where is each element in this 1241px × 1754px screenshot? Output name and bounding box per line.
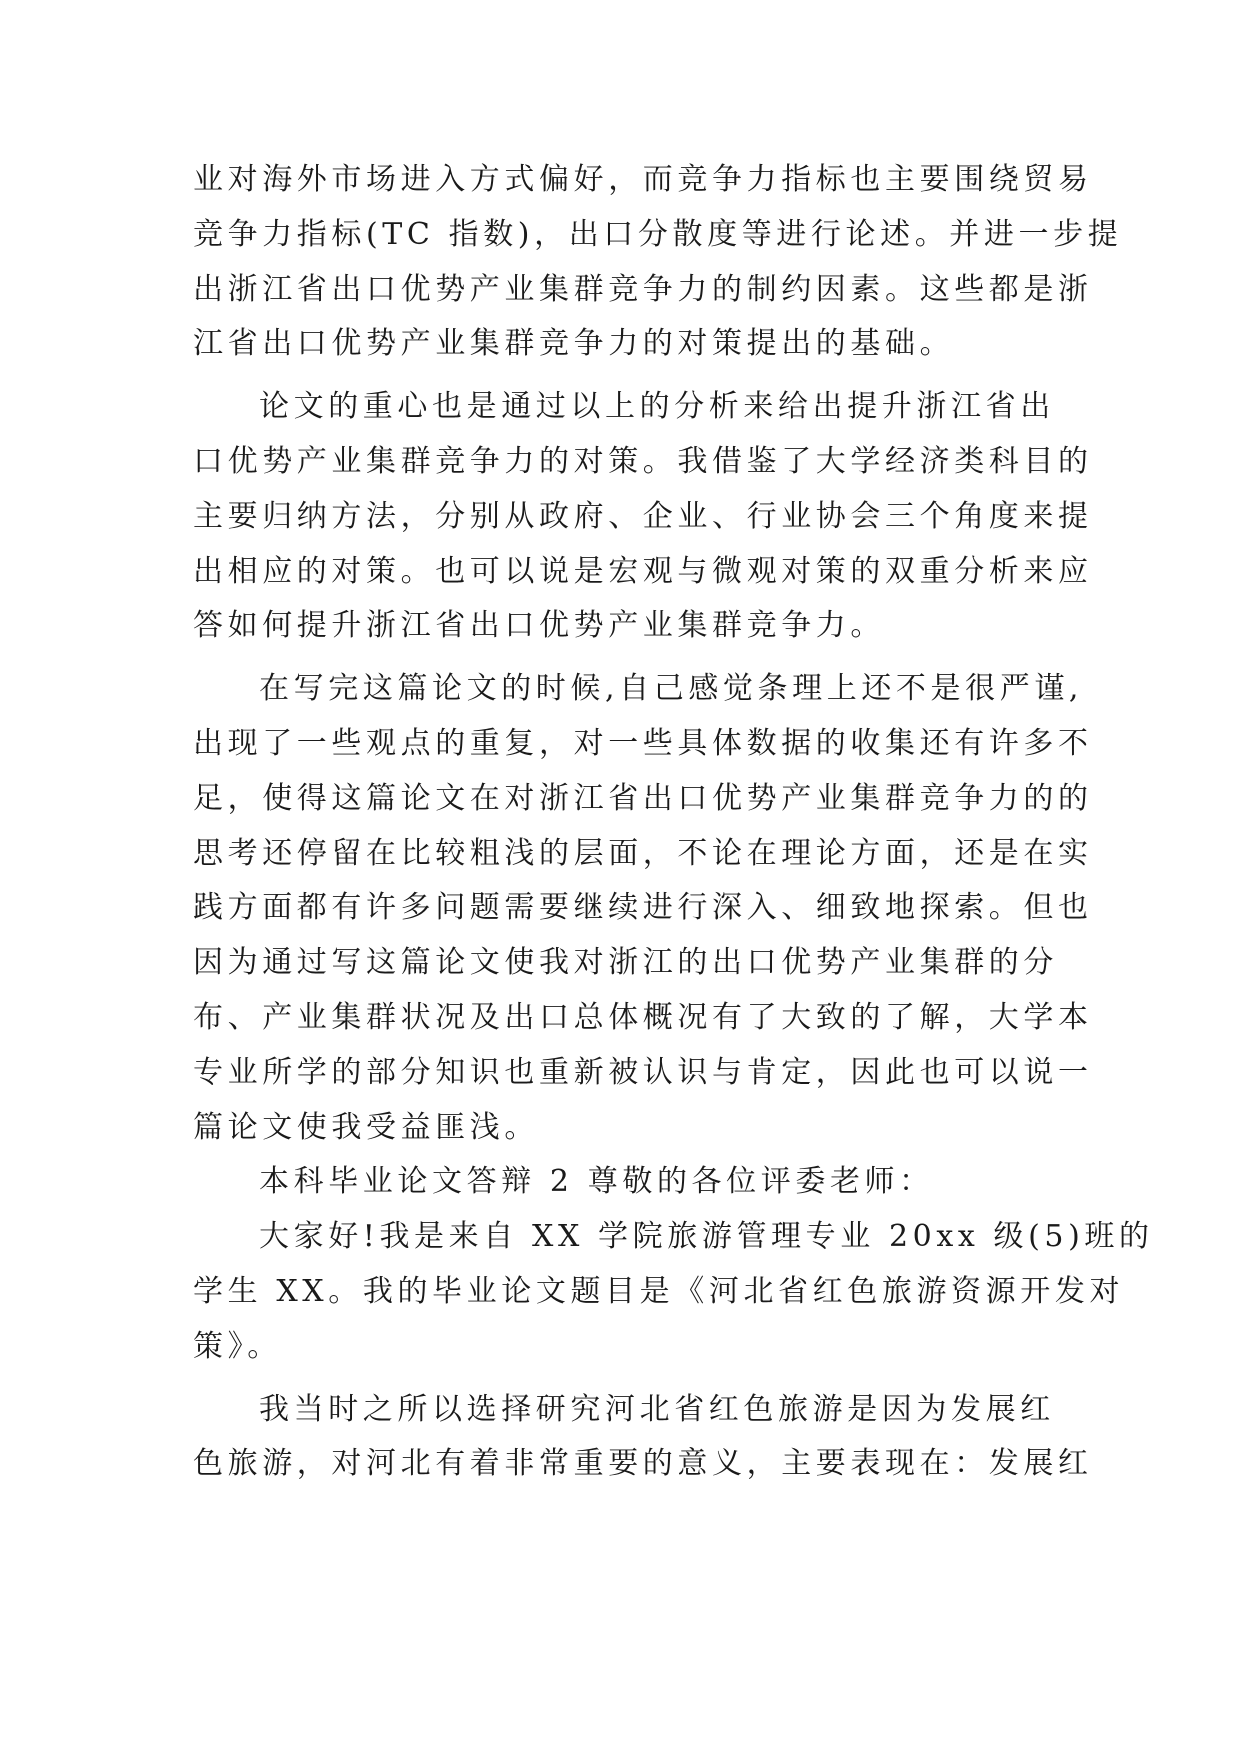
paragraph-line: 足，使得这篇论文在对浙江省出口优势产业集群竞争力的的 — [193, 780, 1093, 816]
paragraph-line: 在写完这篇论文的时候,自己感觉条理上还不是很严谨, — [259, 671, 1084, 707]
paragraph-line: 专业所学的部分知识也重新被认识与肯定，因此也可以说一 — [193, 1054, 1093, 1090]
paragraph-line: 出现了一些观点的重复，对一些具体数据的收集还有许多不 — [193, 725, 1093, 761]
paragraph-line: 口优势产业集群竞争力的对策。我借鉴了大学经济类科目的 — [193, 443, 1093, 479]
paragraph-line: 践方面都有许多问题需要继续进行深入、细致地探索。但也 — [193, 890, 1093, 926]
paragraph-line: 我当时之所以选择研究河北省红色旅游是因为发展红 — [259, 1391, 1055, 1427]
paragraph-line: 大家好!我是来自 XX 学院旅游管理专业 20xx 级(5)班的 — [259, 1219, 1154, 1255]
paragraph-line: 江省出口优势产业集群竞争力的对策提出的基础。 — [193, 326, 955, 362]
paragraph-line: 色旅游，对河北有着非常重要的意义，主要表现在：发展红 — [193, 1446, 1093, 1482]
paragraph-line: 论文的重心也是通过以上的分析来给出提升浙江省出 — [259, 389, 1055, 425]
paragraph-line: 策》。 — [193, 1328, 282, 1364]
paragraph-line: 因为通过写这篇论文使我对浙江的出口优势产业集群的分 — [193, 945, 1058, 981]
paragraph-line: 出相应的对策。也可以说是宏观与微观对策的双重分析来应 — [193, 553, 1093, 589]
section-heading: 本科毕业论文答辩 2 尊敬的各位评委老师： — [259, 1164, 934, 1200]
paragraph-line: 出浙江省出口优势产业集群竞争力的制约因素。这些都是浙 — [193, 271, 1093, 307]
paragraph-line: 布、产业集群状况及出口总体概况有了大致的了解，大学本 — [193, 999, 1093, 1035]
paragraph-line: 篇论文使我受益匪浅。 — [193, 1109, 539, 1145]
document-body — [193, 153, 1154, 1492]
paragraph-line: 思考还停留在比较粗浅的层面，不论在理论方面，还是在实 — [193, 835, 1093, 871]
paragraph-line: 学生 XX。我的毕业论文题目是《河北省红色旅游资源开发对 — [193, 1273, 1125, 1309]
paragraph-line: 答如何提升浙江省出口优势产业集群竞争力。 — [193, 608, 885, 644]
paragraph-line: 竞争力指标(TC 指数)，出口分散度等进行论述。并进一步提 — [193, 216, 1123, 252]
paragraph-line: 主要归纳方法，分别从政府、企业、行业协会三个角度来提 — [193, 498, 1093, 534]
paragraph-line: 业对海外市场进入方式偏好，而竞争力指标也主要围绕贸易 — [193, 162, 1093, 197]
